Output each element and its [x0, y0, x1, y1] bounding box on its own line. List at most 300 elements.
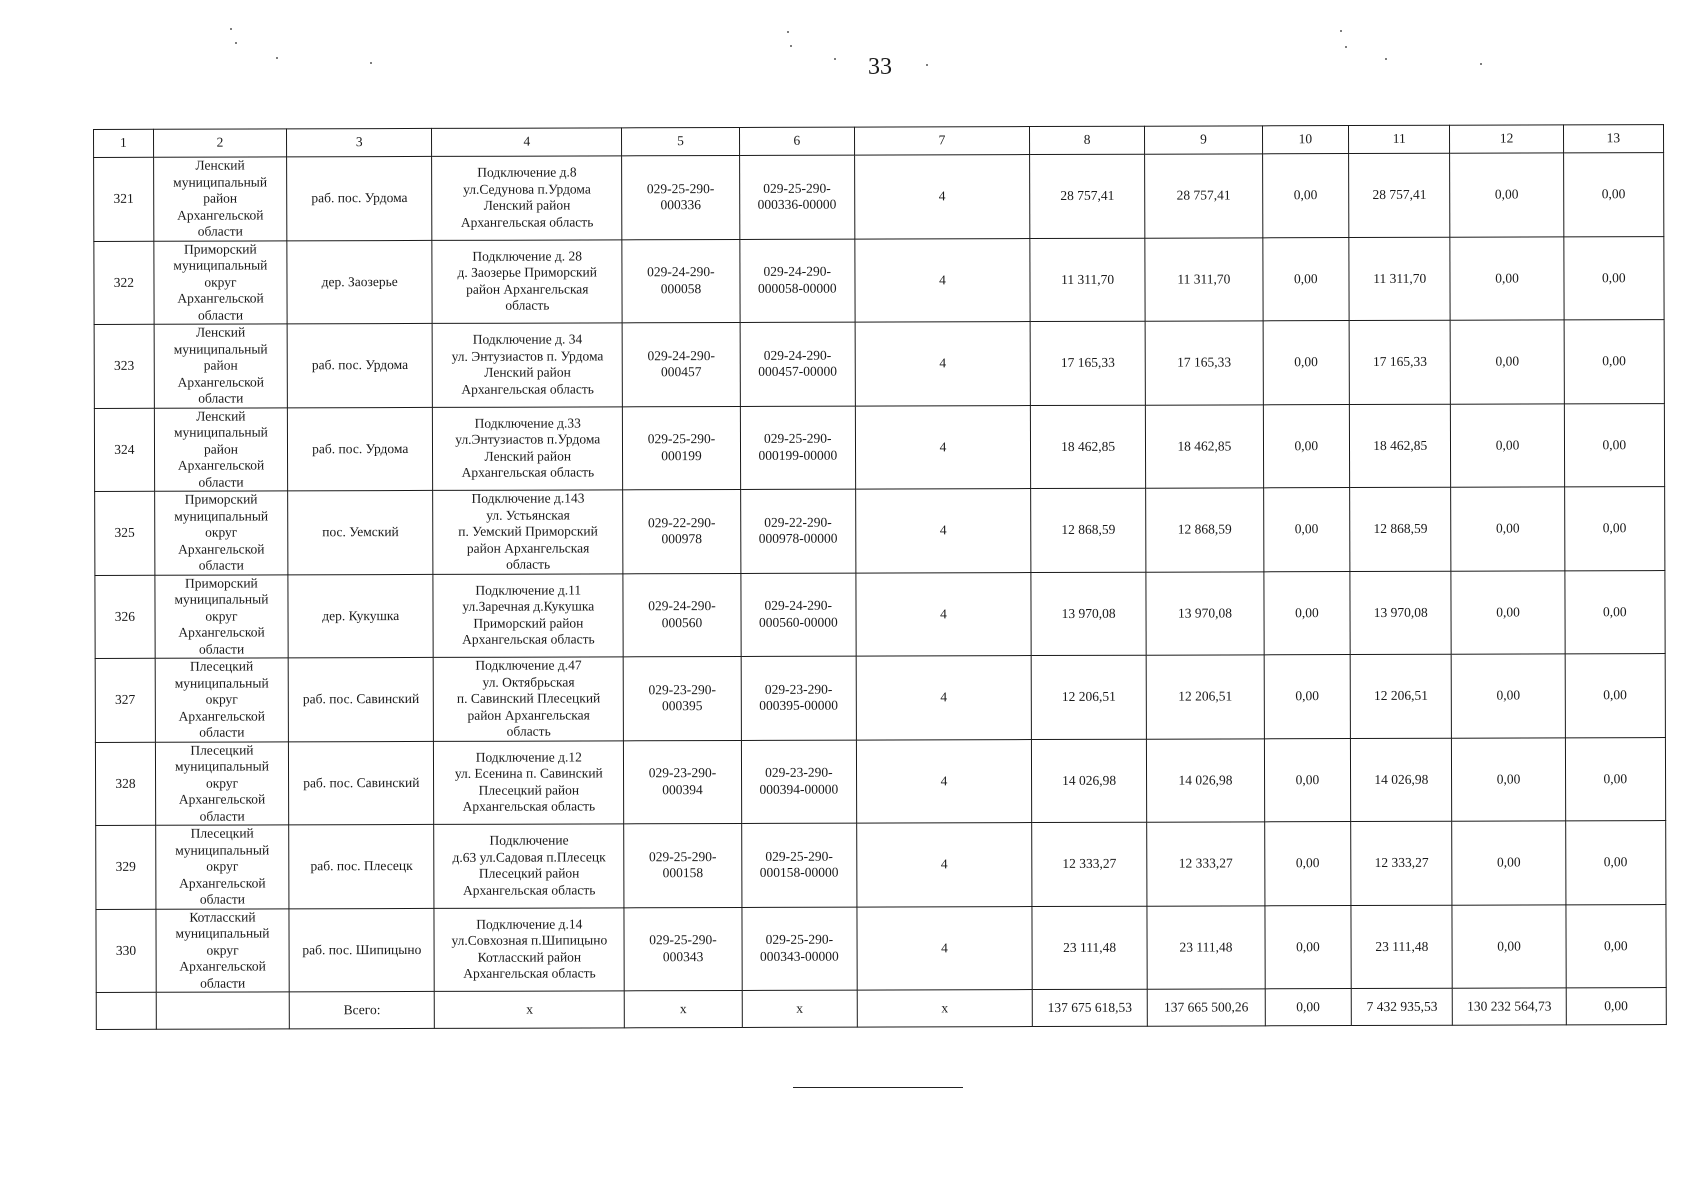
object-cell-line: район Архангельская: [466, 539, 590, 556]
row-number: 327: [95, 658, 155, 742]
object-cell-line: район Архангельская: [466, 281, 589, 297]
district-cell-line: Ленский: [195, 157, 245, 173]
total-row: [96, 988, 1666, 1030]
district-cell: [155, 825, 289, 909]
settlement-cell: раб. пос. Урдома: [287, 156, 432, 240]
district-cell-line: Приморский: [184, 574, 258, 591]
object-cell-line: Котласский район: [477, 949, 582, 965]
object-cell: [432, 323, 622, 407]
full-code-cell: [741, 823, 857, 907]
column-header: 8: [1029, 126, 1144, 154]
scan-speck: [1385, 58, 1387, 60]
full-code-cell: [740, 322, 856, 406]
full-code-cell: [741, 656, 857, 740]
object-cell-line: Подключение д.8: [477, 164, 577, 181]
object-cell: [432, 156, 622, 240]
value-cell-c11: 17 165,33: [1349, 320, 1451, 404]
total-c10: 0,00: [1265, 989, 1352, 1026]
district-cell-line: области: [200, 975, 246, 991]
total-c6: х: [742, 990, 857, 1027]
full-code-cell-line: 029-24-290-: [763, 347, 832, 363]
district-cell-line: муниципальный: [175, 925, 270, 941]
scan-speck: [1345, 46, 1347, 48]
full-code-cell: [739, 155, 855, 239]
scan-speck: [1480, 63, 1482, 65]
district-cell-line: округ: [204, 274, 237, 290]
table-row: [96, 904, 1666, 992]
code-cell-line: 029-25-290-: [646, 180, 715, 197]
object-cell-line: ул. Энтузиастов п. Урдома: [451, 348, 604, 364]
object-cell-line: Подключение д.11: [475, 582, 582, 598]
object-cell-line: Подключение д. 28: [472, 248, 583, 264]
object-cell-line: Архангельская область: [462, 798, 596, 815]
scan-speck: [834, 58, 836, 60]
district-cell-line: муниципальный: [174, 758, 269, 774]
code-cell: [623, 406, 741, 490]
full-code-cell: [741, 740, 857, 824]
object-cell: [432, 239, 622, 323]
object-cell-line: область: [505, 297, 550, 313]
object-cell-line: Подключение: [489, 832, 569, 849]
value-cell-c11: 11 311,70: [1349, 237, 1451, 321]
full-code-cell: [742, 907, 858, 991]
value-cell-c11: 12 206,51: [1350, 654, 1452, 738]
value-cell-c13: 0,00: [1564, 487, 1665, 571]
row-number: 326: [95, 575, 155, 659]
district-cell-line: округ: [206, 942, 239, 958]
object-cell-line: ул.Совхозная п.Шипицыно: [451, 932, 608, 949]
object-cell-line: Ленский район: [484, 448, 572, 464]
value-cell-c10: 0,00: [1262, 237, 1349, 321]
object-cell-line: д.63 ул.Садовая п.Плесецк: [452, 849, 606, 865]
table-row: [94, 320, 1664, 408]
value-cell-c9: 28 757,41: [1145, 154, 1263, 238]
district-cell-line: Архангельской: [178, 624, 265, 640]
object-cell-line: Плесецкий район: [478, 782, 580, 798]
district-cell-line: Архангельской: [177, 373, 264, 390]
value-cell-c9: 11 311,70: [1145, 237, 1263, 321]
object-cell: [434, 907, 624, 991]
full-code-cell-line: 000336-00000: [757, 196, 837, 213]
value-cell-c8: 28 757,41: [1030, 154, 1146, 238]
district-cell: [154, 324, 288, 408]
district-cell-line: округ: [205, 608, 238, 624]
value-cell-c12: 0,00: [1451, 570, 1564, 654]
table-row: [95, 487, 1665, 575]
district-cell-line: области: [197, 223, 243, 239]
district-cell-line: области: [199, 808, 245, 824]
bottom-rule: [793, 1087, 963, 1088]
value-cell-c9: 12 333,27: [1147, 822, 1265, 906]
column-header: 10: [1262, 126, 1349, 154]
district-cell-line: Плесецкий: [190, 741, 254, 758]
object-cell-line: Подключение д.14: [476, 916, 583, 932]
full-code-cell-line: 000158-00000: [759, 864, 839, 881]
value-cell-c7: 4: [855, 405, 1030, 489]
column-header: 6: [739, 127, 854, 155]
code-cell-line: 000457: [660, 364, 702, 380]
code-cell: [623, 489, 741, 573]
table-row: [95, 654, 1665, 742]
district-cell-line: муниципальный: [174, 507, 269, 524]
code-cell-line: 000560: [661, 614, 703, 630]
full-code-cell: [740, 239, 856, 323]
row-number: 324: [94, 408, 154, 492]
full-code-cell-line: 029-23-290-: [764, 681, 833, 697]
value-cell-c8: 17 165,33: [1030, 321, 1146, 405]
value-cell-c10: 0,00: [1264, 822, 1351, 906]
value-cell-c8: 12 868,59: [1031, 488, 1147, 572]
value-cell-c11: 13 970,08: [1350, 571, 1452, 655]
column-header: 1: [94, 129, 154, 157]
value-cell-c13: 0,00: [1566, 904, 1667, 988]
value-cell-c12: 0,00: [1452, 821, 1565, 905]
object-cell: [433, 657, 623, 741]
object-cell-line: Плесецкий район: [478, 865, 580, 882]
object-cell-line: Архангельская область: [462, 631, 595, 648]
district-cell-line: области: [199, 641, 245, 657]
value-cell-c9: 23 111,48: [1147, 905, 1265, 989]
column-header: 11: [1349, 125, 1450, 153]
full-code-cell: [740, 406, 856, 490]
value-cell-c7: 4: [855, 155, 1030, 239]
value-cell-c13: 0,00: [1564, 403, 1665, 487]
object-cell: [433, 406, 623, 490]
code-cell-line: 029-25-290-: [647, 431, 716, 447]
object-cell-line: ул. Есенина п. Савинский: [454, 765, 603, 782]
value-cell-c11: 12 333,27: [1351, 821, 1453, 905]
scan-speck: [276, 57, 278, 59]
object-cell-line: п. Уемский Приморский: [458, 523, 598, 539]
district-cell-line: Плесецкий: [190, 658, 254, 674]
total-label: Всего:: [289, 991, 434, 1028]
full-code-cell-line: 029-25-290-: [763, 430, 832, 447]
object-cell-line: Подключение д.47: [475, 657, 582, 673]
table-row: [95, 737, 1665, 825]
district-cell-line: муниципальный: [174, 591, 269, 607]
value-cell-c8: 11 311,70: [1030, 238, 1146, 322]
full-code-cell-line: 000560-00000: [758, 614, 838, 630]
value-cell-c9: 12 868,59: [1146, 488, 1264, 572]
total-c7: х: [857, 990, 1032, 1028]
full-code-cell-line: 000394-00000: [759, 781, 839, 797]
code-cell-line: 029-24-290-: [647, 347, 715, 364]
column-header: 9: [1145, 126, 1262, 154]
district-cell-line: район: [203, 441, 238, 457]
district-cell: [154, 407, 288, 491]
table-row: [94, 403, 1664, 491]
column-header: 13: [1563, 125, 1664, 153]
object-cell-line: ул.Заречная д.Кукушка: [462, 598, 595, 615]
code-cell: [623, 656, 741, 740]
value-cell-c10: 0,00: [1265, 905, 1352, 989]
object-cell-line: Архангельская область: [461, 381, 594, 397]
code-cell-line: 000058: [660, 280, 702, 296]
full-code-cell-line: 029-24-290-: [763, 263, 832, 280]
district-cell-line: Архангельской: [178, 791, 266, 807]
object-cell-line: Подключение д. 34: [472, 331, 583, 348]
settlement-cell: дер. Кукушка: [288, 574, 433, 658]
district-cell-line: области: [198, 474, 244, 490]
value-cell-c7: 4: [857, 906, 1032, 990]
district-cell-line: области: [199, 724, 245, 740]
district-cell-line: муниципальный: [174, 674, 269, 691]
code-cell: [622, 155, 740, 239]
table-row: [94, 236, 1664, 324]
district-cell-line: округ: [206, 858, 239, 874]
table-row: [96, 821, 1666, 909]
district-cell-line: области: [199, 891, 245, 907]
value-cell-c13: 0,00: [1564, 570, 1665, 654]
report-table: [93, 124, 1667, 1030]
total-c4: х: [435, 991, 625, 1029]
full-code-cell-line: 029-25-290-: [765, 848, 833, 864]
row-number: 321: [94, 157, 154, 241]
value-cell-c10: 0,00: [1262, 154, 1349, 238]
value-cell-c7: 4: [855, 322, 1030, 406]
object-cell-line: Подключение д.33: [474, 415, 581, 431]
value-cell-c7: 4: [856, 739, 1031, 823]
district-cell: [153, 157, 287, 241]
full-code-cell: [740, 489, 856, 573]
value-cell-c11: 14 026,98: [1350, 738, 1452, 822]
full-code-cell: [741, 573, 857, 657]
full-code-cell-line: 029-25-290-: [765, 931, 834, 948]
district-cell-line: муниципальный: [173, 257, 268, 273]
code-cell-line: 029-25-290-: [648, 848, 717, 865]
value-cell-c12: 0,00: [1452, 904, 1565, 988]
value-cell-c12: 0,00: [1451, 487, 1564, 571]
district-cell-line: Приморский: [183, 240, 257, 257]
full-code-cell-line: 000457-00000: [758, 363, 837, 380]
scan-speck: [787, 31, 789, 33]
value-cell-c8: 13 970,08: [1031, 572, 1147, 656]
code-cell-line: 000978: [661, 531, 703, 547]
full-code-cell-line: 029-25-290-: [763, 180, 831, 196]
settlement-cell: раб. пос. Урдома: [288, 407, 433, 491]
object-cell-line: район Архангельская: [467, 706, 590, 723]
district-cell: [156, 908, 290, 992]
object-cell-line: ул.Энтузиастов п.Урдома: [455, 431, 601, 448]
full-code-cell-line: 029-24-290-: [764, 597, 833, 614]
full-code-cell-line: 000978-00000: [758, 530, 838, 547]
object-cell-line: п. Савинский Плесецкий: [456, 690, 601, 706]
row-number: 323: [94, 324, 154, 408]
district-cell-line: области: [197, 307, 244, 323]
code-cell: [622, 239, 740, 323]
code-cell-line: 000394: [662, 781, 703, 797]
value-cell-c11: 12 868,59: [1350, 487, 1452, 571]
row-number: 330: [96, 909, 156, 993]
value-cell-c10: 0,00: [1264, 738, 1351, 822]
settlement-cell: дер. Заозерье: [287, 240, 432, 324]
value-cell-c9: 17 165,33: [1145, 321, 1263, 405]
column-header: 5: [622, 127, 739, 155]
total-c11: 7 432 935,53: [1351, 988, 1453, 1025]
page-number: 33: [868, 54, 892, 80]
row-number: 329: [96, 825, 156, 909]
object-cell-line: Подключение д.143: [471, 490, 585, 506]
district-cell-line: Архангельской: [179, 958, 266, 974]
object-cell-line: Подключение д.12: [475, 749, 582, 765]
object-cell-line: ул.Седунова п.Урдома: [463, 181, 591, 197]
district-cell-line: Архангельской: [178, 707, 266, 724]
settlement-cell: раб. пос. Урдома: [287, 323, 432, 407]
settlement-cell: раб. пос. Савинский: [288, 657, 433, 741]
total-c13: 0,00: [1566, 988, 1667, 1025]
value-cell-c7: 4: [855, 238, 1030, 322]
code-cell: [624, 907, 742, 991]
row-number: 325: [95, 491, 155, 575]
value-cell-c13: 0,00: [1565, 654, 1666, 738]
value-cell-c13: 0,00: [1565, 737, 1666, 821]
table-row: [94, 153, 1664, 241]
value-cell-c11: 18 462,85: [1349, 404, 1451, 488]
value-cell-c8: 18 462,85: [1030, 405, 1146, 489]
settlement-cell: пос. Уемский: [288, 490, 433, 574]
district-cell-line: район: [203, 357, 238, 373]
value-cell-c8: 12 333,27: [1032, 822, 1148, 906]
district-cell-line: муниципальный: [173, 340, 268, 357]
code-cell: [623, 573, 741, 657]
object-cell: [434, 824, 624, 908]
object-cell-line: Архангельская область: [460, 214, 594, 230]
value-cell-c10: 0,00: [1263, 321, 1350, 405]
district-cell-line: Архангельской: [179, 874, 266, 891]
total-empty-cell: [156, 992, 290, 1029]
table-body: [94, 153, 1667, 1030]
object-cell-line: ул. Октябрьская: [482, 673, 575, 690]
code-cell-line: 000158: [662, 865, 704, 881]
scan-speck: [230, 28, 232, 30]
district-cell-line: округ: [205, 775, 239, 791]
district-cell-line: Архангельской: [177, 457, 265, 473]
object-cell-line: область: [506, 556, 551, 572]
object-cell-line: ул. Устьянская: [486, 507, 570, 523]
value-cell-c12: 0,00: [1450, 153, 1563, 237]
code-cell-line: 029-22-290-: [647, 514, 716, 531]
settlement-cell: раб. пос. Савинский: [289, 741, 434, 825]
object-cell: [434, 740, 624, 824]
district-cell-line: Архангельской: [178, 540, 265, 557]
value-cell-c8: 12 206,51: [1031, 655, 1147, 739]
code-cell-line: 000343: [662, 948, 704, 964]
district-cell: [155, 658, 289, 742]
value-cell-c9: 14 026,98: [1147, 738, 1265, 822]
object-cell-line: Ленский район: [483, 197, 571, 214]
value-cell-c11: 23 111,48: [1351, 905, 1453, 989]
district-cell-line: муниципальный: [173, 424, 268, 440]
code-cell: [624, 740, 742, 824]
total-c5: х: [624, 990, 742, 1027]
district-cell-line: район: [203, 190, 238, 206]
value-cell-c12: 0,00: [1451, 403, 1564, 487]
full-code-cell-line: 000343-00000: [760, 948, 839, 964]
district-cell-line: муниципальный: [175, 841, 270, 858]
scan-speck: [235, 42, 237, 44]
code-cell-line: 000199: [661, 447, 702, 463]
object-cell-line: Архангельская область: [463, 965, 596, 982]
total-c8: 137 675 618,53: [1032, 989, 1147, 1026]
scan-speck: [370, 62, 372, 64]
code-cell: [622, 322, 740, 406]
district-cell-line: муниципальный: [173, 173, 268, 190]
value-cell-c11: 28 757,41: [1349, 153, 1451, 237]
value-cell-c9: 18 462,85: [1146, 404, 1264, 488]
code-cell-line: 000336: [660, 197, 701, 213]
scan-speck: [790, 45, 792, 47]
code-cell-line: 000395: [662, 698, 703, 714]
value-cell-c10: 0,00: [1264, 655, 1351, 739]
column-header: 3: [287, 128, 432, 156]
column-header: 7: [854, 127, 1029, 156]
district-cell-line: Ленский: [196, 408, 246, 424]
code-cell-line: 029-23-290-: [648, 765, 717, 781]
value-cell-c9: 12 206,51: [1146, 655, 1264, 739]
object-cell: [433, 573, 623, 657]
district-cell-line: Архангельской: [177, 206, 264, 223]
district-cell-line: Архангельской: [177, 290, 264, 306]
district-cell-line: Плесецкий: [190, 825, 254, 841]
total-c9: 137 665 500,26: [1147, 989, 1265, 1026]
district-cell-line: округ: [205, 691, 238, 707]
value-cell-c7: 4: [857, 823, 1032, 907]
value-cell-c13: 0,00: [1565, 821, 1666, 905]
object-cell-line: Архангельская область: [462, 882, 596, 898]
value-cell-c8: 14 026,98: [1031, 739, 1147, 823]
code-cell-line: 029-24-290-: [648, 598, 716, 614]
value-cell-c13: 0,00: [1564, 320, 1665, 404]
settlement-cell: раб. пос. Плесецк: [289, 824, 434, 908]
code-cell: [624, 823, 742, 907]
code-cell-line: 029-25-290-: [649, 932, 717, 948]
value-cell-c10: 0,00: [1263, 404, 1350, 488]
column-header: 12: [1450, 125, 1563, 153]
district-cell-line: округ: [205, 524, 238, 540]
full-code-cell-line: 000199-00000: [758, 447, 838, 463]
object-cell: [433, 490, 623, 574]
full-code-cell-line: 000058-00000: [757, 280, 837, 296]
value-cell-c10: 0,00: [1263, 488, 1350, 572]
settlement-cell: раб. пос. Шипицыно: [289, 908, 434, 992]
object-cell-line: Архангельская область: [461, 464, 595, 481]
district-cell-line: Ленский: [195, 324, 246, 340]
district-cell: [155, 574, 289, 658]
row-number: 328: [95, 742, 155, 826]
full-code-cell-line: 000395-00000: [759, 697, 839, 714]
code-cell-line: 029-23-290-: [648, 681, 717, 698]
table-row: [95, 570, 1665, 658]
total-c12: 130 232 564,73: [1453, 988, 1566, 1025]
district-cell-line: области: [198, 390, 244, 406]
object-cell-line: область: [506, 723, 551, 739]
column-header: 2: [153, 129, 286, 157]
value-cell-c12: 0,00: [1452, 737, 1565, 821]
scan-speck: [926, 64, 928, 66]
row-number: 322: [94, 241, 154, 325]
district-cell-line: Приморский: [184, 491, 258, 507]
district-cell: [154, 240, 288, 324]
value-cell-c12: 0,00: [1450, 236, 1563, 320]
total-empty-cell: [96, 992, 156, 1029]
scan-speck: [1340, 30, 1342, 32]
full-code-cell-line: 029-22-290-: [764, 514, 832, 530]
value-cell-c7: 4: [856, 656, 1031, 740]
district-cell: [154, 491, 288, 575]
object-cell-line: д. Заозерье Приморский: [457, 264, 598, 281]
object-cell-line: Приморский район: [473, 615, 584, 631]
value-cell-c13: 0,00: [1563, 153, 1664, 237]
